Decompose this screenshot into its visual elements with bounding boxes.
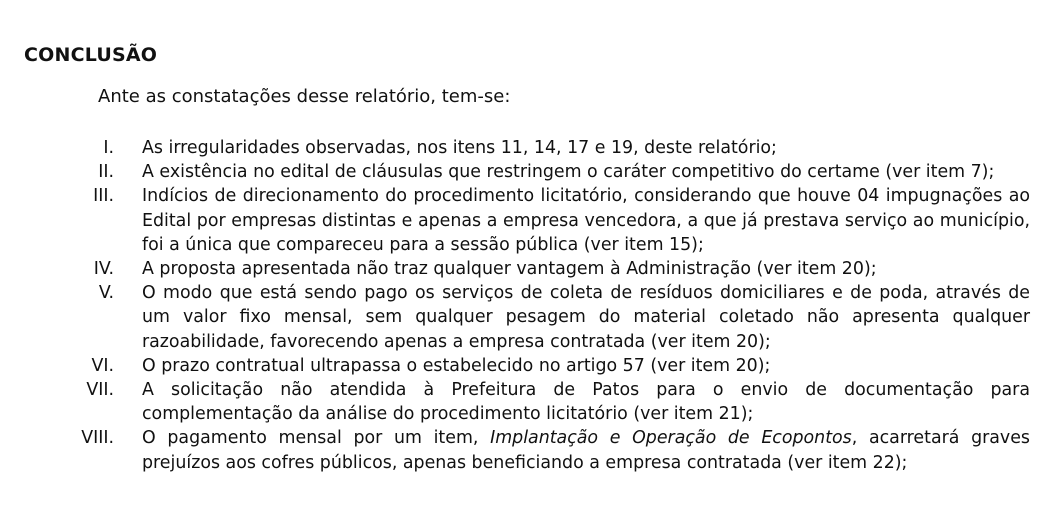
item-text: Indícios de direcionamento do procedimento licitatório, considerando que houve 04 impugnações ao Edital por empresas distintas e apenas a empresa vencedora, a que já prestava serviço ao município, foi a única que compareceu para a sessão pública (ver item 15); [142,186,1030,255]
list-item-8 [60,426,1030,474]
item-number: IV. [93,259,114,280]
item-text-end: , acarretará graves prejuízos aos cofres públicos, apenas beneficiando a empresa contratada (ver item 22); [142,428,1030,473]
item-text-start: O pagamento mensal por um item, [142,428,491,449]
list-item-1 [60,136,1030,160]
item-number: I. [103,138,114,158]
list-item-4 [60,257,1030,281]
item-number: VIII. [81,428,114,449]
list-item-3 [60,184,1030,257]
list-item-2 [60,160,1030,184]
section-heading: CONCLUSÃO [24,44,158,66]
item-text: A proposta apresentada não traz qualquer vantagem à Administração (ver item 20); [142,259,877,280]
item-number: VII. [86,380,114,401]
item-text: A existência no edital de cláusulas que restringem o caráter competitivo do certame (ver item 7); [142,162,995,183]
item-text: As irregularidades observadas, nos itens 11, 14, 17 e 19, deste relatório; [142,138,777,158]
list-item-7 [60,378,1030,426]
item-text-italic: Implantação e Operação de Ecopontos [490,428,852,449]
item-text [142,426,1030,474]
item-number: II. [98,162,114,183]
item-text: A solicitação não atendida à Prefeitura de Patos para o envio de documentação para complementação da análise do procedimento licitatório (ver item 21); [142,380,1030,425]
item-number: VI. [91,355,114,376]
item-number: III. [93,186,114,207]
intro-paragraph: Ante as constatações desse relatório, tem-se: [98,86,511,107]
list-item-5 [60,281,1030,354]
conclusion-list [60,136,1030,475]
item-text: O prazo contratual ultrapassa o estabelecido no artigo 57 (ver item 20); [142,355,771,376]
item-number: V. [98,283,114,304]
item-text: O modo que está sendo pago os serviços de coleta de resíduos domiciliares e de poda, através de um valor fixo mensal, sem qualquer pesagem do material coletado não apresenta qualquer razoabilidade, favorecendo apenas a empresa contratada (ver item 20); [142,283,1030,352]
list-item-6 [60,354,1030,378]
